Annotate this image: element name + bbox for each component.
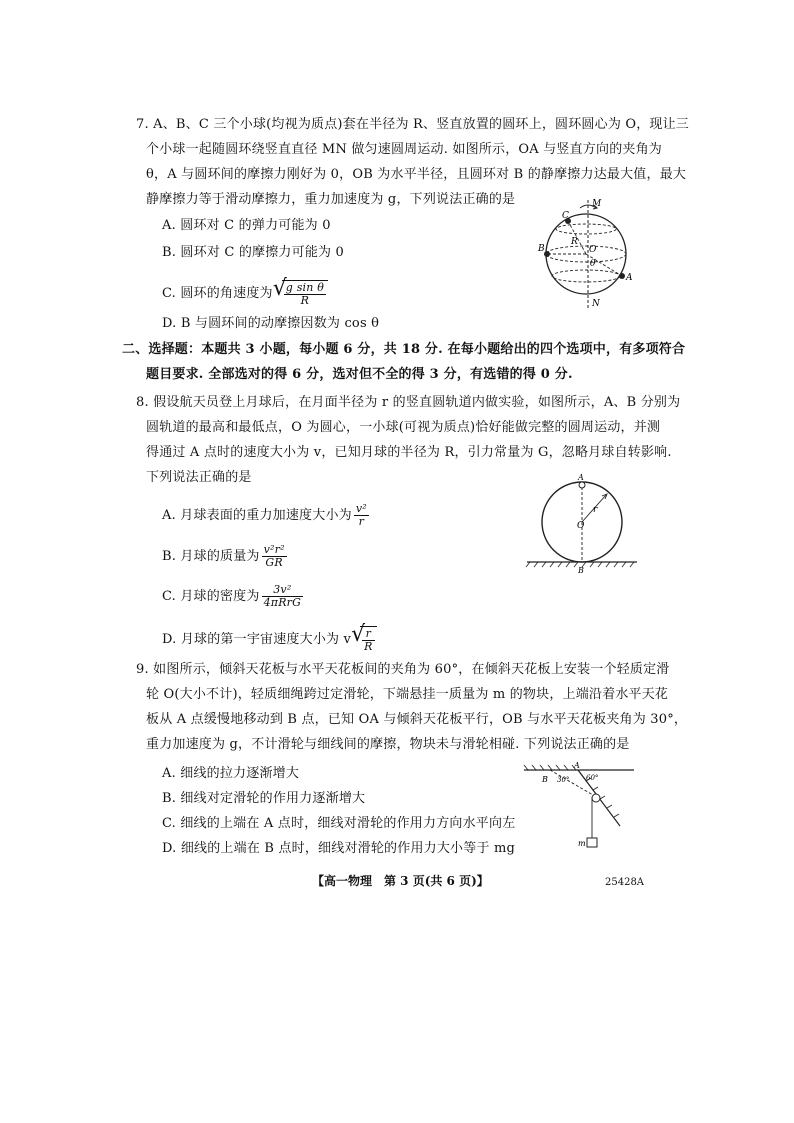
q8-option-a xyxy=(162,503,371,528)
q8-option-d-prefix: D. 月球的第一宇宙速度大小为 v xyxy=(162,632,352,647)
q8-option-d xyxy=(162,622,377,653)
q8-option-a-denominator: r xyxy=(358,515,365,528)
q9-option-d: D. 细线的上端在 B 点时，细线对滑轮的作用力大小等于 mg xyxy=(162,841,516,856)
q8-figure-track xyxy=(522,472,642,574)
q7-label-n: N xyxy=(592,299,600,309)
q9-stem-line4: 重力加速度为 g，不计滑轮与细线间的摩擦，物块未与滑轮相碰. 下列说法正确的是 xyxy=(146,737,630,752)
q8-option-b-prefix: B. 月球的质量为 xyxy=(162,549,260,564)
q8-stem-line3: 得通过 A 点时的速度大小为 v，已知月球的半径为 R，引力常量为 G，忽略月球自转影响. xyxy=(146,445,672,460)
q9-label-a: A xyxy=(574,761,580,770)
section2-heading-line2: 题目要求. 全部选对的得 6 分，选对但不全的得 3 分，有选错的得 0 分. xyxy=(146,367,573,382)
section2-heading-line1: 二、选择题：本题共 3 小题，每小题 6 分，共 18 分. 在每小题给出的四个选项中，有多项符合 xyxy=(122,342,686,357)
q8-ball xyxy=(579,482,585,488)
q8-label-a: A xyxy=(578,473,584,482)
q7-option-c-numerator: g sin θ xyxy=(285,281,325,294)
q8-label-o: O xyxy=(577,521,585,531)
q7-option-d: D. B 与圆环间的动摩擦因数为 cos θ xyxy=(162,316,380,331)
q8-label-r: r xyxy=(593,505,598,515)
q8-option-d-sqrt: √ $\frac{r}{R}$ xyxy=(351,626,376,653)
q7-label-theta: θ xyxy=(590,259,596,269)
q7-option-a: A. 圆环对 C 的弹力可能为 0 xyxy=(162,218,331,233)
q8-option-d-numerator: r xyxy=(362,628,374,641)
q7-option-c-sqrt: √ $\frac{\text{g sin θ}}{R}$ xyxy=(273,280,328,307)
q9-label-b: B xyxy=(542,775,548,784)
q7-figure-ring xyxy=(530,196,640,311)
q9-label-60deg: 60° xyxy=(586,774,599,782)
q7-label-a: A xyxy=(626,273,633,283)
paper-code: 25428A xyxy=(605,877,645,888)
q9-stem-line3: 板从 A 点缓慢地移动到 B 点，已知 OA 与倾斜天花板平行，OB 与水平天花板夹角为 30°， xyxy=(146,712,688,727)
q7-stem-line2: 个小球一起随圆环绕竖直直径 MN 做匀速圆周运动. 如图所示，OA 与竖直方向的夹角为 xyxy=(146,142,662,157)
q8-option-c-denominator: 4πRrG xyxy=(263,596,302,609)
q8-option-a-numerator: v² xyxy=(355,502,367,515)
q9-label-m: m xyxy=(578,839,586,848)
q9-stem-line2: 轮 O(大小不计)，轻质细绳跨过定滑轮，下端悬挂一质量为 m 的物块，上端沿着水平天花 xyxy=(146,687,669,702)
q8-stem-line2: 圆轨道的最高和最低点，O 为圆心，一小球(可视为质点)恰好能做完整的圆周运动，并测 xyxy=(146,420,661,435)
q7-stem-line1: 7. A、B、C 三个小球(均视为质点)套在半径为 R、竖直放置的圆环上，圆环圆心为 O，现让三 xyxy=(136,117,690,132)
q7-label-m: M xyxy=(592,199,602,209)
q7-label-o: O xyxy=(589,245,597,255)
q8-option-c-prefix: C. 月球的密度为 xyxy=(162,589,260,604)
q8-option-b-denominator: GR xyxy=(265,556,283,569)
q9-label-30deg: 30° xyxy=(557,776,570,784)
q7-option-c xyxy=(162,276,328,307)
q8-option-a-prefix: A. 月球表面的重力加速度大小为 xyxy=(162,508,352,523)
q7-label-c: C xyxy=(562,211,569,221)
q9-pulley xyxy=(592,794,600,802)
q8-option-b-numerator: v²r² xyxy=(263,543,285,556)
page-footer: 【高一物理 第 3 页(共 6 页)】 xyxy=(312,874,489,888)
q9-stem-line1: 9. 如图所示，倾斜天花板与水平天花板间的夹角为 60°，在倾斜天花板上安装一个轻质定滑 xyxy=(136,662,670,677)
q9-option-b: B. 细线对定滑轮的作用力逐渐增大 xyxy=(162,791,366,806)
q8-stem-line1: 8. 假设航天员登上月球后，在月面半径为 r 的竖直圆轨道内做实验，如图所示，A、B 分别为 xyxy=(136,395,681,410)
q8-label-b: B xyxy=(578,566,584,574)
q7-ball-a xyxy=(619,273,625,279)
q8-option-c-numerator: 3v² xyxy=(262,584,304,597)
q8-option-b xyxy=(162,544,289,569)
q8-stem-line4: 下列说法正确的是 xyxy=(146,470,252,485)
q8-option-d-denominator: R xyxy=(364,640,373,653)
q7-option-c-denominator: R xyxy=(300,294,310,307)
q7-label-r: R xyxy=(571,237,578,247)
q7-option-c-prefix: C. 圆环的角速度为 xyxy=(162,286,273,301)
q9-option-a: A. 细线的拉力逐渐增大 xyxy=(162,766,300,781)
q7-option-b: B. 圆环对 C 的摩擦力可能为 0 xyxy=(162,245,345,260)
q9-block xyxy=(587,838,597,847)
q7-stem-line4: 静摩擦力等于滑动摩擦力，重力加速度为 g，下列说法正确的是 xyxy=(146,192,516,207)
q8-option-c xyxy=(162,584,305,609)
q9-option-c: C. 细线的上端在 A 点时，细线对滑轮的作用力方向水平向左 xyxy=(162,816,516,831)
q7-ball-b xyxy=(544,251,550,257)
q9-figure-pulley xyxy=(520,760,638,852)
q7-stem-line3: θ，A 与圆环间的摩擦力刚好为 0，OB 为水平半径，且圆环对 B 的静摩擦力达最大值，最大 xyxy=(146,167,687,182)
q7-label-b: B xyxy=(538,244,545,254)
